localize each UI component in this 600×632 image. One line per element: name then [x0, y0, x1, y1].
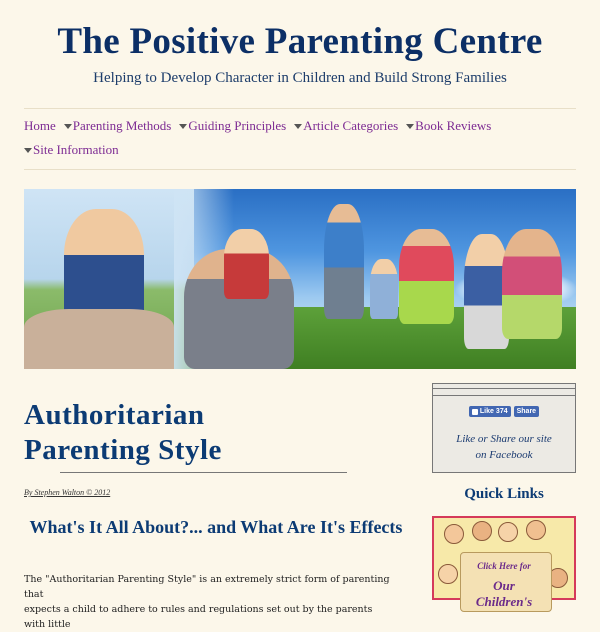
site-tagline: Helping to Develop Character in Children and Build Strong Families [93, 70, 507, 86]
facebook-prompt [433, 431, 575, 463]
promo-line-2: Our [493, 578, 515, 593]
cartoon-kid-icon [498, 522, 518, 542]
intro-paragraph [24, 572, 392, 632]
facebook-prompt-line-1: Like or Share our site [456, 433, 552, 445]
intro-line-1: The "Authoritarian Parenting Style" is an extremely strict form of parenting that [24, 574, 390, 600]
nav-item-label: Parenting Methods [72, 118, 172, 133]
parent-lying-figure [24, 309, 174, 369]
cartoon-kid-icon [526, 520, 546, 540]
section-heading: What's It All About?... and What Are It's Effects [29, 517, 403, 537]
caret-down-icon [294, 124, 302, 129]
header-banner-image [24, 189, 576, 369]
nav-item-home[interactable] [24, 118, 56, 134]
facebook-like-button[interactable] [469, 406, 511, 417]
like-count: 374 [495, 408, 508, 415]
nav-row-2 [24, 140, 127, 160]
widget-header-bar [433, 384, 575, 396]
promo-line-1: Click Here for [477, 561, 531, 571]
facebook-prompt-line-2: on Facebook [475, 449, 533, 461]
nav-item-label: Guiding Principles [188, 118, 287, 133]
article-title [24, 398, 344, 468]
caret-down-icon [179, 124, 187, 129]
nav-row-1 [24, 116, 576, 136]
cartoon-kid-icon [472, 521, 492, 541]
nav-item-guiding-principles[interactable] [179, 118, 286, 134]
nav-item-label: Book Reviews [415, 118, 492, 133]
nav-item-parenting-methods[interactable] [64, 118, 172, 134]
like-label: Like [479, 408, 494, 415]
facebook-share-button[interactable] [514, 406, 539, 417]
intro-line-2: expects a child to adhere to rules and regulations set out by the parents with little [24, 604, 373, 630]
man-jumping-figure [324, 204, 364, 319]
facebook-widget [432, 383, 576, 473]
woman-jumping-figure [399, 229, 454, 324]
title-underline [60, 472, 347, 473]
site-title: The Positive Parenting Centre [57, 21, 543, 62]
facebook-buttons [433, 406, 575, 417]
nav-item-label: Article Categories [303, 118, 399, 133]
quick-links-heading: Quick Links [464, 486, 544, 502]
cartoon-kid-icon [444, 524, 464, 544]
nav-item-book-reviews[interactable] [406, 118, 491, 134]
nav-item-label: Site Information [33, 142, 119, 157]
nav-item-article-categories[interactable] [294, 118, 398, 134]
caret-down-icon [406, 124, 414, 129]
nav-item-label: Home [24, 118, 56, 133]
child-jumping-figure [370, 259, 398, 319]
nav-top-divider [24, 108, 576, 109]
author-byline[interactable]: By Stephen Walton © 2012 [24, 488, 111, 497]
caret-down-icon [64, 124, 72, 129]
promo-line-3: Children's [475, 594, 533, 609]
article-title-line-2: Parenting Style [24, 434, 222, 466]
caret-down-icon [24, 148, 32, 153]
childrens-page-promo-link[interactable] [432, 516, 576, 609]
nav-item-site-information[interactable] [24, 142, 119, 158]
nav-bottom-divider [24, 169, 576, 170]
widget-header-line [433, 388, 575, 389]
article-title-line-1: Authoritarian [24, 399, 205, 431]
boy-figure [64, 209, 144, 324]
child-on-shoulders-figure [224, 229, 269, 299]
share-label: Share [516, 408, 537, 415]
mother-figure [502, 229, 562, 339]
main-navigation [24, 116, 576, 157]
thumbs-up-icon [472, 409, 478, 415]
